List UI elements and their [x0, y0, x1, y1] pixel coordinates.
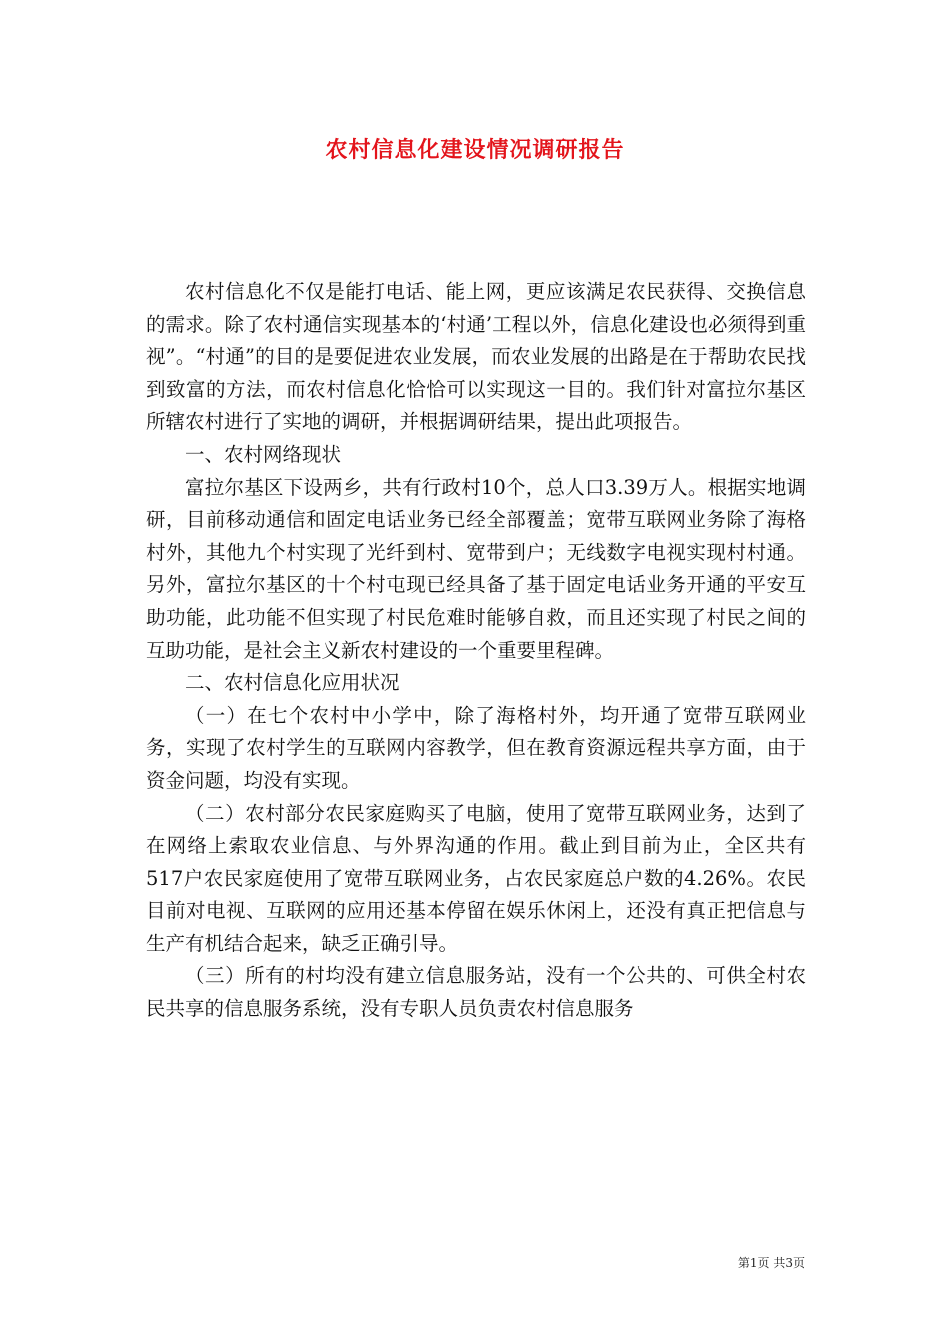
paragraph-schools: （一）在七个农村中小学中，除了海格村外，均开通了宽带互联网业务，实现了农村学生的互联网内容教学，但在教育资源远程共享方面，由于资金问题，均没有实现。 — [146, 703, 806, 792]
page-number: 第1页 共3页 — [737, 1256, 805, 1270]
document-body — [146, 276, 806, 1026]
document-title: 农村信息化建设情况调研报告 — [325, 137, 625, 163]
section-heading-network-status: 一、农村网络现状 — [185, 442, 342, 466]
paragraph-service-stations: （三）所有的村均没有建立信息服务站，没有一个公共的、可供全村农民共享的信息服务系统，没有专职人员负责农村信息服务 — [146, 964, 806, 1021]
paragraph-households: （二）农村部分农民家庭购买了电脑，使用了宽带互联网业务，达到了在网络上索取农业信息、与外界沟通的作用。截止到目前为止，全区共有517户农民家庭使用了宽带互联网业务，占农民家庭总户数的4.26%。农民目前对电视、互联网的应用还基本停留在娱乐休闲上，还没有真正把信息与生产有机结合起来，缺乏正确引导。 — [146, 801, 806, 955]
paragraph-network-status: 富拉尔基区下设两乡，共有行政村10个，总人口3.39万人。根据实地调研，目前移动通信和固定电话业务已经全部覆盖；宽带互联网业务除了海格村外，其他九个村实现了光纤到村、宽带到户；无线数字电视实现村村通。另外，富拉尔基区的十个村屯现已经具备了基于固定电话业务开通的平安互助功能，此功能不但实现了村民危难时能够自救，而且还实现了村民之间的互助功能，是社会主义新农村建设的一个重要里程碑。 — [146, 475, 806, 662]
paragraph-intro: 农村信息化不仅是能打电话、能上网，更应该满足农民获得、交换信息的需求。除了农村通信实现基本的‘村通’工程以外，信息化建设也必须得到重视”。“村通”的目的是要促进农业发展，而农业发展的出路是在于帮助农民找到致富的方法，而农村信息化恰恰可以实现这一目的。我们针对富拉尔基区所辖农村进行了实地的调研，并根据调研结果，提出此项报告。 — [146, 280, 806, 434]
section-heading-application-status: 二、农村信息化应用状况 — [185, 671, 400, 695]
